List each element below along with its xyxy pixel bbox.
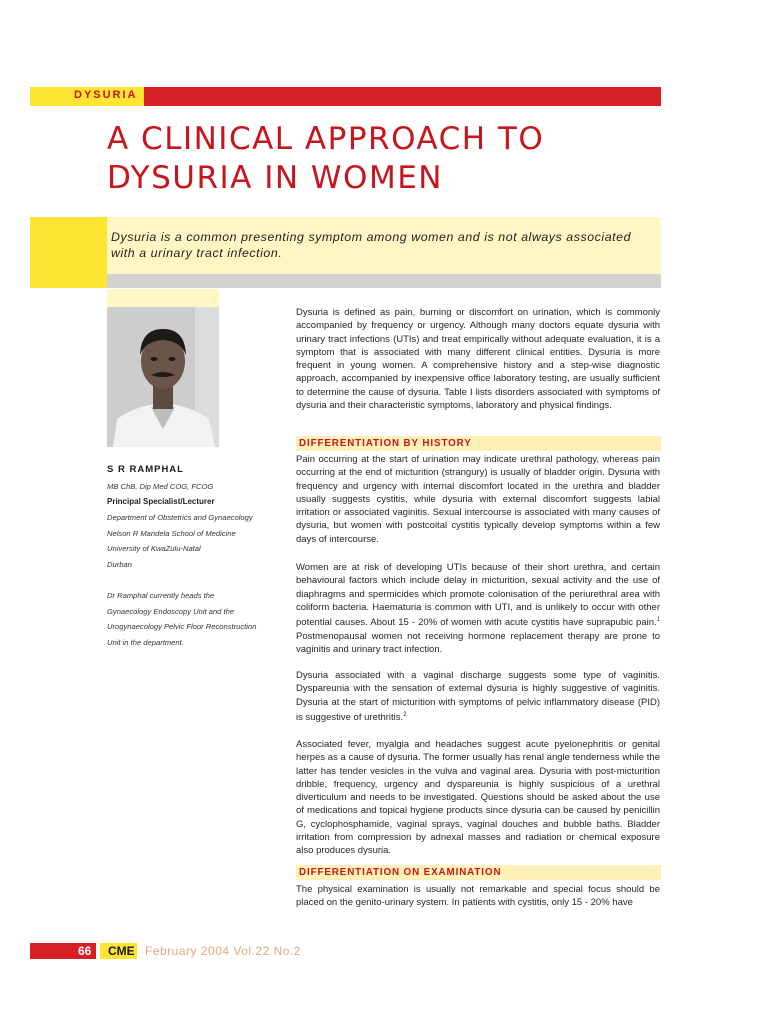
paragraph-text bbox=[296, 669, 660, 724]
page-number: 66 bbox=[78, 944, 92, 958]
author-bio-line: Unit in the department. bbox=[107, 638, 184, 647]
title-line-2: DYSURIA IN WOMEN bbox=[107, 160, 443, 196]
author-portrait-image bbox=[107, 307, 219, 447]
author-affiliation-line: University of KwaZulu-Natal bbox=[107, 544, 201, 553]
section-tag-red-bar bbox=[144, 87, 661, 106]
title-line-1: A CLINICAL APPROACH TO bbox=[107, 121, 545, 157]
paragraph-text-part: Postmenopausal women not receiving hormone replacement therapy are prone to vaginitis and urinary tract infection. bbox=[296, 630, 660, 655]
body-paragraph-1 bbox=[296, 306, 660, 412]
reference-superscript: 1 bbox=[656, 617, 660, 624]
author-photo bbox=[107, 307, 219, 447]
intro-gray-band bbox=[107, 274, 661, 288]
heading-differentiation-on-examination: DIFFERENTIATION ON EXAMINATION bbox=[299, 867, 502, 878]
heading-differentiation-by-history: DIFFERENTIATION BY HISTORY bbox=[299, 438, 472, 449]
author-bio-line: Urogynaecology Pelvic Floor Reconstruction bbox=[107, 622, 257, 631]
body-paragraph-6 bbox=[296, 883, 660, 910]
paragraph-text bbox=[296, 561, 660, 656]
issue-info: February 2004 Vol.22 No.2 bbox=[145, 944, 301, 958]
body-paragraph-4 bbox=[296, 669, 660, 724]
author-bio-line: Gynaecology Endoscopy Unit and the bbox=[107, 607, 235, 616]
body-paragraph-2 bbox=[296, 453, 660, 546]
paragraph-text-part: Women are at risk of developing UTIs because of their short urethra, and certain behavioural factors which include delay in micturition, sexual activity and the use of diaphragms and spermicides which promote colonisation of the periurethral area with coliform bacteria. Haematuria is common with UTI, and is unlikely to occur with other potential causes. About 15 - 20% of women with acute cystitis have suprapubic pain. bbox=[296, 562, 660, 629]
photo-top-strip bbox=[107, 289, 219, 307]
author-bio-line: Dr Ramphal currently heads the bbox=[107, 591, 215, 600]
author-affiliation-line: Durban bbox=[107, 560, 132, 569]
author-affiliation-line: Department of Obstetrics and Gynaecology bbox=[107, 513, 253, 522]
body-paragraph-5 bbox=[296, 738, 660, 858]
intro-text: Dysuria is a common presenting symptom among women and is not always associated with a urinary tract infection. bbox=[111, 230, 632, 260]
body-paragraph-3 bbox=[296, 561, 660, 656]
author-affiliation-line: Nelson R Mandela School of Medicine bbox=[107, 529, 236, 538]
author-name: S R RAMPHAL bbox=[107, 464, 184, 475]
paragraph-text: Associated fever, myalgia and headaches suggest acute pyelonephritis or genital herpes as a cause of dysuria. The former usually has renal angle tenderness while the latter has tender vesicles in the vulva and vaginal area. Dysuria with post-micturition dribble, frequency, urgency and dyspareunia is highly suspicious of a urethral diverticulum and needs to be investigated. Questions should be asked about the use of medications and topical hygiene products since dysuria can be caused by penicillin G, cyclophosphamide, vaginal sprays, vaginal douches and bubble baths. Bladder irritation from compression by adnexal masses and radiation or chemical exposure also produces dysuria. bbox=[296, 739, 660, 857]
journal-name: CME bbox=[108, 944, 135, 958]
paragraph-text: Pain occurring at the start of urination may indicate urethral pathology, whereas pain occurring at the end of micturition (strangury) is usually of bladder origin. Dysuria with frequency and urgency with internal discomfort located in the urethra and bladder usually suggests cystitis, while dysuria with external discomfort suggests labial irritation or associated vaginitis. Sexual intercourse is associated with many causes of dysuria, but women with postcoital cystitis typically develop symptoms within a few days of intercourse. bbox=[296, 454, 660, 545]
paragraph-text: The physical examination is usually not remarkable and special focus should be placed on the genito-urinary system. In patients with cystitis, only 15 - 20% have bbox=[296, 884, 660, 909]
author-degrees: MB ChB, Dip Med COG, FCOG bbox=[107, 482, 214, 491]
article-title bbox=[107, 120, 544, 198]
paragraph-text: Dysuria is defined as pain, burning or discomfort on urination, which is commonly accompanied by frequency or urgency. Although many doctors equate dysuria with urinary tract infections (UTIs) and treat empirically without adequate evaluation, it is a symptom that is associated with many different clinical entities. Dysuria is more frequent in young women. A comprehensive history and a step-wise diagnostic approach, accompanied by inexpensive office laboratory testing, are usually sufficient to determine the cause of dysuria. Table I lists disorders associated with symptoms of dysuria and their characteristic symptoms, laboratory and physical findings. bbox=[296, 307, 660, 412]
author-position: Principal Specialist/Lecturer bbox=[107, 497, 215, 506]
reference-superscript: 2 bbox=[403, 711, 407, 718]
intro-yellow-block bbox=[30, 217, 107, 288]
paragraph-text-part: Dysuria associated with a vaginal discharge suggests some type of vaginitis. Dyspareunia with the sensation of external dysuria is highly suggestive of vaginitis. Dysuria at the start of micturition with symptoms of pelvic inflammatory disease (PID) is suggestive of urethritis. bbox=[296, 670, 660, 724]
section-tag: DYSURIA bbox=[74, 89, 138, 101]
